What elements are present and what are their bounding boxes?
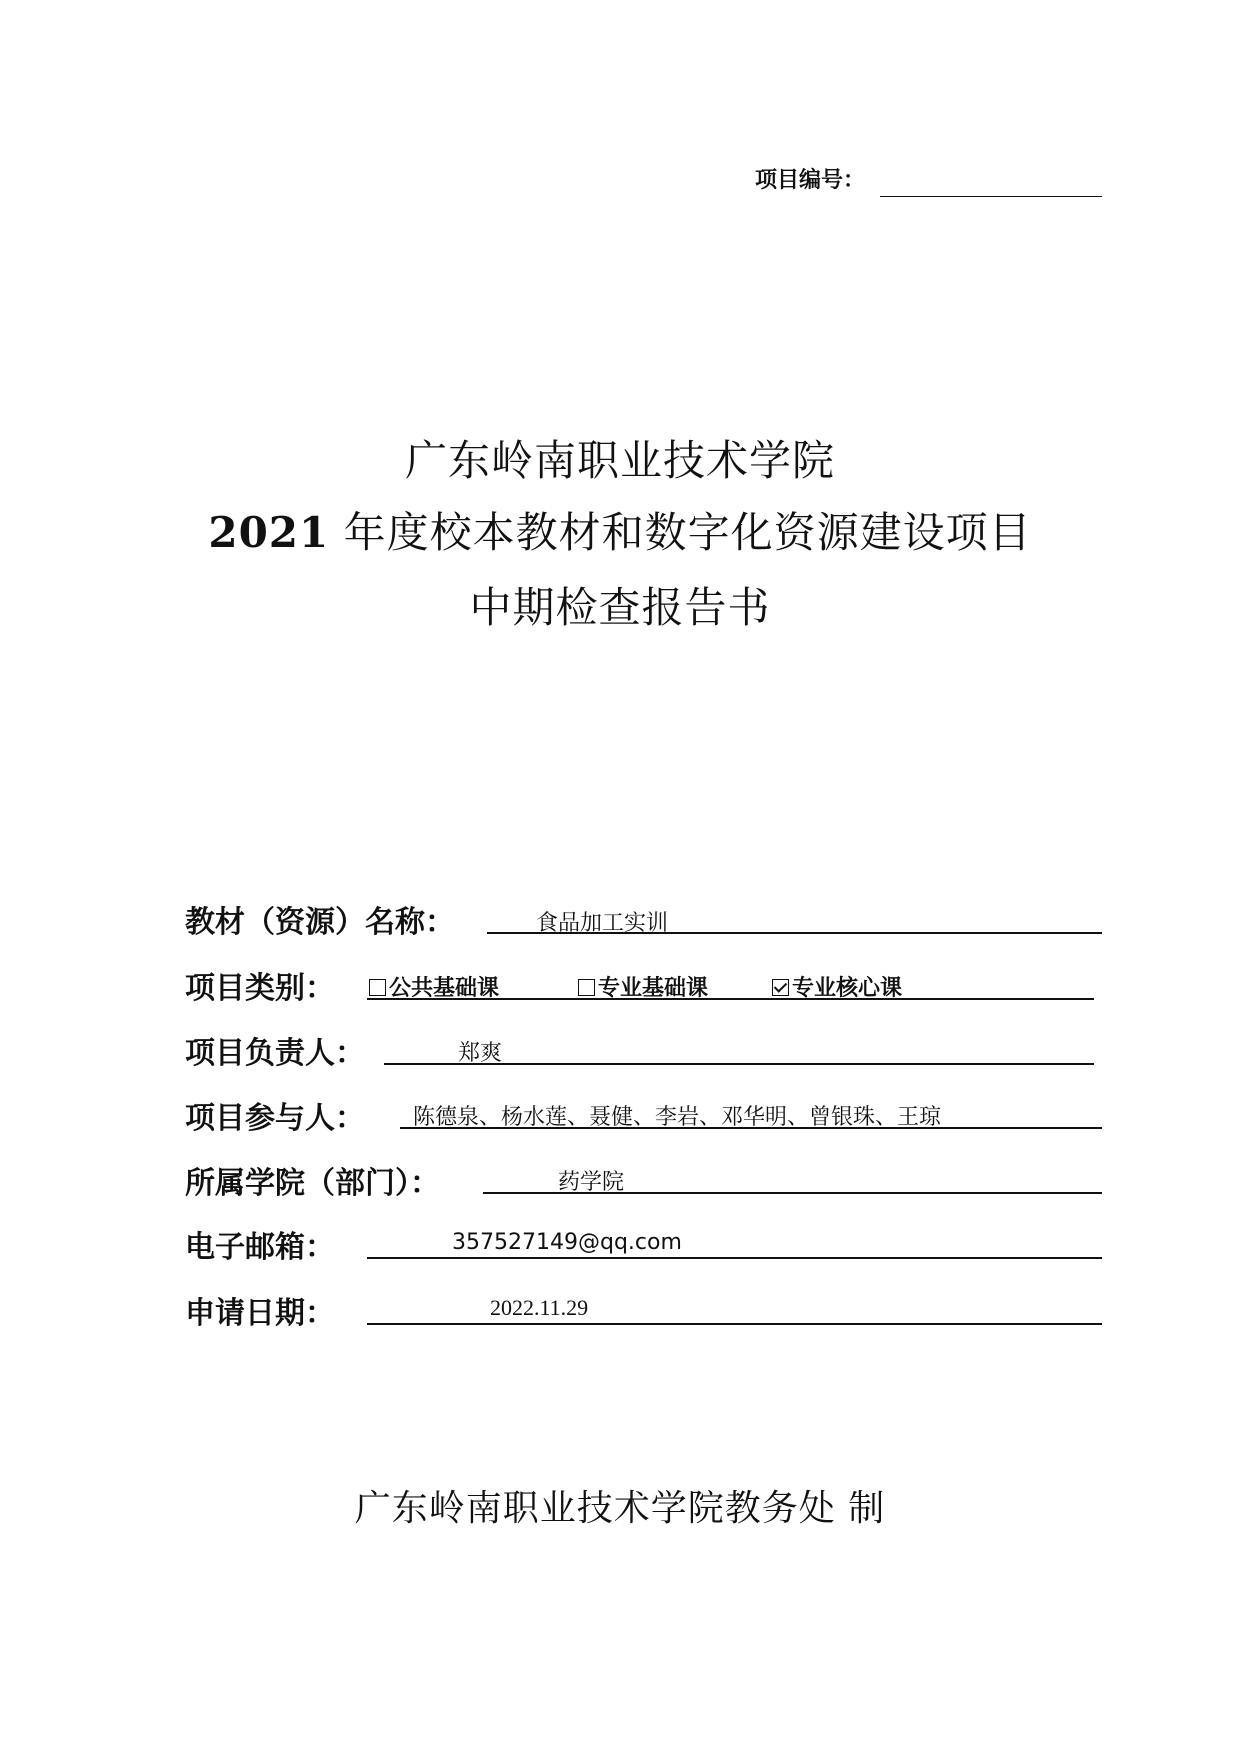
checkbox-icon [578, 979, 595, 996]
issuer-footer: 广东岭南职业技术学院教务处 制 [354, 1488, 886, 1529]
material-name-value: 食品加工实训 [536, 911, 669, 936]
college-value: 药学院 [558, 1170, 625, 1195]
material-name-label: 教材（资源）名称： [185, 905, 455, 940]
date-label: 申请日期： [185, 1296, 335, 1331]
document-title-project [0, 500, 1240, 560]
email-label: 电子邮箱： [185, 1230, 335, 1265]
category-label: 项目类别： [185, 971, 335, 1006]
checkbox-icon [369, 979, 386, 996]
leader-value: 郑爽 [458, 1041, 503, 1066]
email-value: 357527149@qq.com [452, 1230, 682, 1255]
project-number-field[interactable] [880, 196, 1102, 197]
date-field[interactable] [367, 1323, 1102, 1325]
title-project-text: 年度校本教材和数字化资源建设项目 [329, 508, 1032, 557]
leader-label: 项目负责人： [185, 1036, 365, 1071]
project-number-label: 项目编号： [755, 168, 866, 193]
category-option-major-core[interactable]: 专业核心课 [772, 971, 902, 1002]
college-label: 所属学院（部门）： [185, 1166, 440, 1201]
title-year: 2021 [208, 508, 330, 557]
date-value: 2022.11.29 [490, 1295, 589, 1320]
checked-checkbox-icon [772, 979, 789, 996]
participants-value: 陈德泉、杨水莲、聂健、李岩、邓华明、曾银珠、王琼 [413, 1105, 942, 1130]
email-field[interactable] [367, 1257, 1102, 1259]
document-title-institution: 广东岭南职业技术学院 [404, 436, 835, 485]
category-option-public-basic[interactable]: 公共基础课 [369, 971, 499, 1002]
participants-label: 项目参与人： [185, 1101, 365, 1136]
document-title-report: 中期检查报告书 [469, 583, 771, 632]
category-option-major-basic[interactable]: 专业基础课 [578, 971, 708, 1002]
